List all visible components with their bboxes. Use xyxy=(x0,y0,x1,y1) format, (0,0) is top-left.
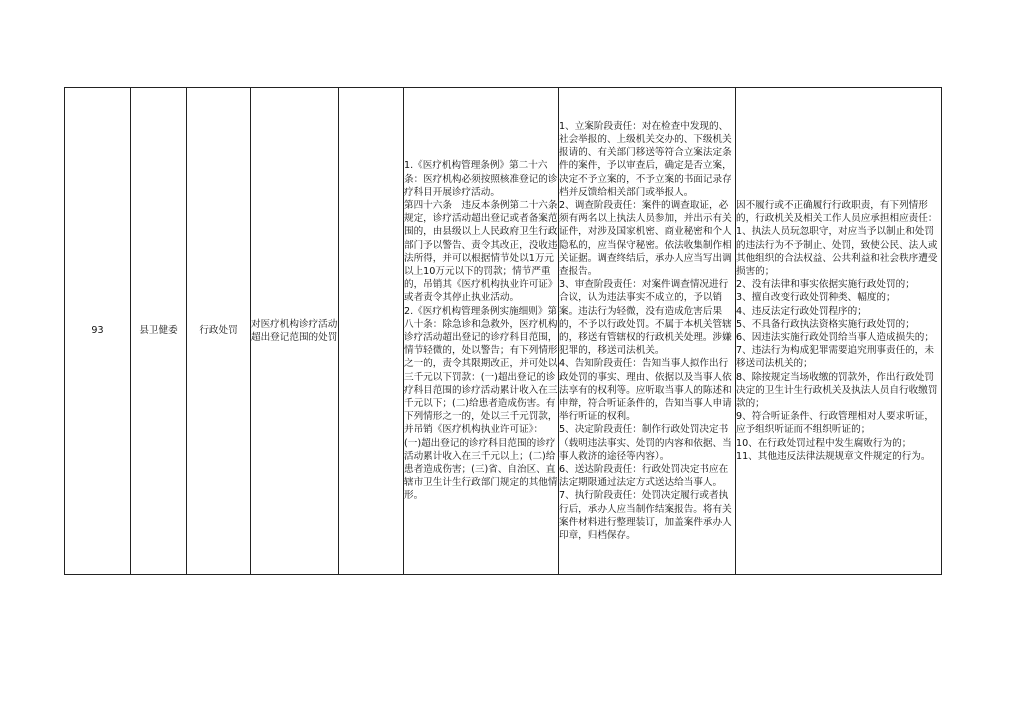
accountability-item: 9、符合听证条件、行政管理相对人要求听证，应予组织听证而不组织听证的； xyxy=(736,411,934,436)
accountability-item: 6、因违法实施行政处罚给当事人造成损失的； xyxy=(736,332,934,343)
responsibility-item: 4、告知阶段责任：告知当事人拟作出行政处罚的事实、理由、依据以及当事人依法享有的权利等。应听取当事人的陈述和申辩，符合听证条件的，告知当事人申请举行听证的权利。 xyxy=(559,358,732,423)
basis-paragraph: 第四十六条 违反本条例第二十六条规定，诊疗活动超出登记或者备案范围的，由县级以上人民政府卫生行政部门予以警告、责令其改正，没收违法所得，并可以根据情节处以1万元以上10万元以下的罚款；情节严重的，吊销其《医疗机构执业许可证》或者责令其停止执业活动。 xyxy=(404,199,558,304)
responsibility-item: 1、立案阶段责任：对在检查中发现的、社会举报的、上级机关交办的、下级机关报请的、有关部门移送等符合立案法定条件的案件，予以审查后，确定是否立案，决定不予立案的，不予立案的书面记录存档并反馈给相关部门或举报人。 xyxy=(559,120,732,198)
responsibility-cell xyxy=(559,88,736,575)
accountability-item: 2、没有法律和事实依据实施行政处罚的； xyxy=(736,279,915,291)
responsibility-item: 6、送达阶段责任：行政处罚决定书应在法定期限通过法定方式送达给当事人。 xyxy=(559,464,729,489)
legal-basis-cell xyxy=(404,88,559,575)
row-number: 93 xyxy=(65,88,131,575)
accountability-item: 因不履行或不正确履行行政职责，有下列情形的，行政机关及相关工作人员应承担相应责任： xyxy=(736,199,938,225)
accountability-item: 4、违反法定行政处罚程序的； xyxy=(736,305,867,317)
table-row xyxy=(65,88,942,575)
accountability-item: 8、除按规定当场收缴的罚款外，作出行政处罚决定的卫生计生行政机关及执法人员自行收缴罚款的； xyxy=(736,371,938,410)
accountability-item: 3、擅自改变行政处罚种类、幅度的； xyxy=(736,292,896,304)
department-cell: 县卫健委 xyxy=(131,88,187,575)
basis-paragraph: 2.《医疗机构管理条例实施细则》第八十条：除急诊和急救外，医疗机构诊疗活动超出登记的诊疗科目范围，情节轻微的，处以警告；有下列情形之一的，责令其限期改正，并可处以三千元以下罚款：(一)超出登记的诊疗科目范围的诊疗活动累计收入在三千元以下；(二)给患者造成伤害。有下列情形之一的，处以三千元罚款，并吊销《医疗机构执业许可证》：(一)超出登记的诊疗科目范围的诊疗活动累计收入在三千元以上；(二)给患者造成伤害；(三)省、自治区、直辖市卫生计生行政部门规定的其他情形。 xyxy=(404,305,558,502)
accountability-item: 5、不具备行政执法资格实施行政处罚的； xyxy=(736,318,915,330)
accountability-cell xyxy=(736,88,942,575)
accountability-item: 7、违法行为构成犯罪需要追究刑事责任的，未移送司法机关的； xyxy=(736,345,934,370)
responsibility-item: 5、决定阶段责任：制作行政处罚决定书（载明违法事实、处罚的内容和依据、当事人救济的途径等内容）。 xyxy=(559,424,732,462)
accountability-item: 1、执法人员玩忽职守，对应当予以制止和处罚的违法行为不予制止、处罚，致使公民、法人或其他组织的合法权益、公共利益和社会秩序遭受损害的； xyxy=(736,226,938,277)
category-cell: 行政处罚 xyxy=(187,88,251,575)
responsibility-item: 3、审查阶段责任：对案件调查情况进行合议，认为违法事实不成立的，予以销案。违法行为轻微，没有造成危害后果的，不予以行政处罚。不属于本机关管辖的，移送有管辖权的行政机关处理。涉嫌犯罪的，移送司法机关。 xyxy=(559,279,732,357)
accountability-item: 11、其他违反法律法规规章文件规定的行为。 xyxy=(736,450,931,462)
accountability-item: 10、在行政处罚过程中发生腐败行为的； xyxy=(736,437,912,449)
responsibility-item: 2、调查阶段责任：案件的调查取证，必须有两名以上执法人员参加，并出示有关证件，对涉及国家机密、商业秘密和个人隐私的，应当保守秘密。依法收集制作相关证据。调查终结后，承办人应当写出调查报告。 xyxy=(559,199,732,277)
item-table xyxy=(64,87,942,575)
item-name-cell: 对医疗机构诊疗活动超出登记范围的处罚 xyxy=(251,88,339,575)
basis-paragraph: 1.《医疗机构管理条例》第二十六条：医疗机构必须按照核准登记的诊疗科目开展诊疗活动。 xyxy=(404,160,558,198)
sub-item-cell xyxy=(339,88,404,575)
responsibility-item: 7、执行阶段责任：处罚决定履行或者执行后，承办人应当制作结案报告。将有关案件材料进行整理装订，加盖案件承办人印章，归档保存。 xyxy=(559,490,732,542)
